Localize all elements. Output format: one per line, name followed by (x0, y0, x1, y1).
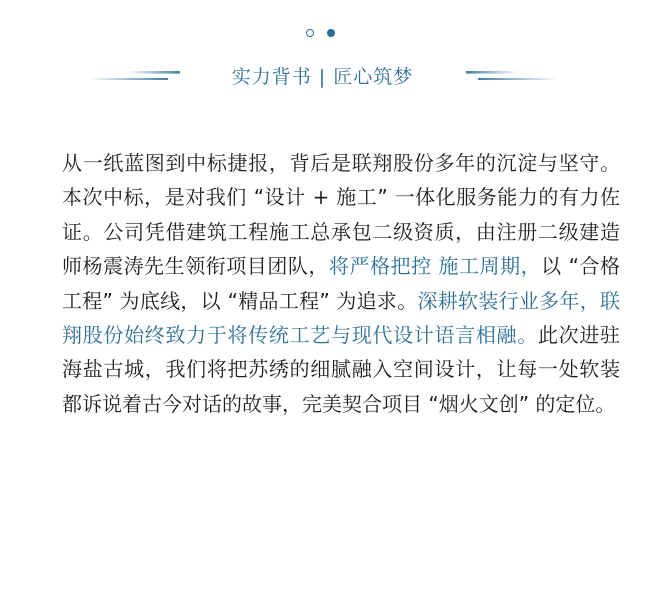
body-text-part-1: 从一纸蓝图到中标捷报，背后是联翔股份多年的沉淀与坚守。本次中标，是对我们 “设计 + 施工” 一体化服务能力的有力佐证。公司凭借建筑工程施工总承包二级资质，由注册二级建造师杨震涛先生领衔项目团队， (62, 151, 620, 279)
pager-dot-active[interactable] (327, 29, 335, 37)
section-header (0, 62, 645, 92)
body-text-part-3: 此次进驻海盐古城，我们将把苏绣的细腻融入空间设计，让每一处软装都诉说着古今对话的故事，完美契合项目 “烟火文创” 的定位。 (62, 323, 621, 416)
pager-dot-inactive[interactable] (306, 29, 314, 37)
body-paragraph (62, 146, 620, 421)
highlight-construction-period: 将严格把控 施工周期， (328, 254, 542, 279)
right-decorative-lines (458, 62, 558, 92)
section-title: 实力背书 | 匠心筑梦 (231, 66, 414, 88)
body-text-part-2: 以 “合格工程” 为底线，以 “精品工程” 为追求。 (62, 254, 621, 313)
highlight-soft-decoration: 深耕软装行业多年，联翔股份始终致力于将传统工艺与现代设计语言相融。 (62, 288, 621, 348)
pager-dots (0, 29, 645, 43)
